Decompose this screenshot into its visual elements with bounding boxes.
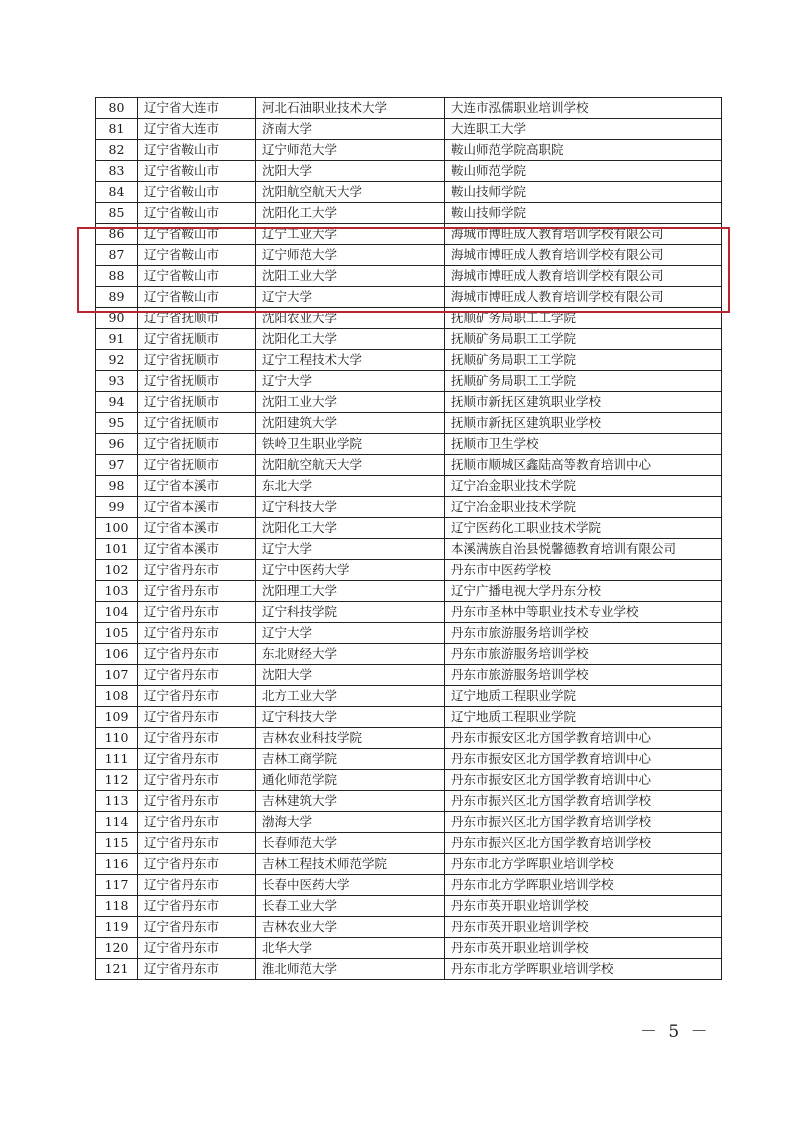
site-cell: 辽宁冶金职业技术学院 <box>445 497 722 518</box>
row-number-cell: 80 <box>96 98 138 119</box>
table-row <box>96 686 722 707</box>
row-number-cell: 95 <box>96 413 138 434</box>
site-cell: 抚顺市卫生学校 <box>445 434 722 455</box>
site-cell: 抚顺市新抚区建筑职业学校 <box>445 413 722 434</box>
university-cell: 辽宁师范大学 <box>256 140 445 161</box>
region-cell: 辽宁省本溪市 <box>138 476 256 497</box>
university-cell: 沈阳航空航天大学 <box>256 455 445 476</box>
site-cell: 海城市博旺成人教育培训学校有限公司 <box>445 245 722 266</box>
row-number-cell: 88 <box>96 266 138 287</box>
region-cell: 辽宁省本溪市 <box>138 497 256 518</box>
site-cell: 丹东市振兴区北方国学教育培训学校 <box>445 791 722 812</box>
table-row <box>96 791 722 812</box>
site-cell: 抚顺矿务局职工工学院 <box>445 308 722 329</box>
region-cell: 辽宁省抚顺市 <box>138 308 256 329</box>
region-cell: 辽宁省抚顺市 <box>138 413 256 434</box>
university-cell: 辽宁科技学院 <box>256 602 445 623</box>
row-number-cell: 114 <box>96 812 138 833</box>
row-number-cell: 99 <box>96 497 138 518</box>
region-cell: 辽宁省丹东市 <box>138 749 256 770</box>
university-cell: 通化师范学院 <box>256 770 445 791</box>
site-cell: 丹东市北方学晖职业培训学校 <box>445 875 722 896</box>
table-row <box>96 287 722 308</box>
table-row <box>96 644 722 665</box>
table-row <box>96 896 722 917</box>
site-cell: 丹东市振安区北方国学教育培训中心 <box>445 728 722 749</box>
row-number-cell: 117 <box>96 875 138 896</box>
region-cell: 辽宁省丹东市 <box>138 938 256 959</box>
row-number-cell: 104 <box>96 602 138 623</box>
region-cell: 辽宁省丹东市 <box>138 623 256 644</box>
university-cell: 辽宁中医药大学 <box>256 560 445 581</box>
site-cell: 抚顺市顺城区鑫陆高等教育培训中心 <box>445 455 722 476</box>
region-cell: 辽宁省鞍山市 <box>138 224 256 245</box>
region-cell: 辽宁省大连市 <box>138 98 256 119</box>
university-cell: 辽宁工业大学 <box>256 224 445 245</box>
site-cell: 鞍山师范学院高职院 <box>445 140 722 161</box>
site-cell: 海城市博旺成人教育培训学校有限公司 <box>445 224 722 245</box>
region-cell: 辽宁省丹东市 <box>138 812 256 833</box>
row-number-cell: 98 <box>96 476 138 497</box>
site-cell: 海城市博旺成人教育培训学校有限公司 <box>445 287 722 308</box>
site-cell: 抚顺矿务局职工工学院 <box>445 371 722 392</box>
region-cell: 辽宁省丹东市 <box>138 770 256 791</box>
university-cell: 沈阳建筑大学 <box>256 413 445 434</box>
table-row <box>96 497 722 518</box>
region-cell: 辽宁省丹东市 <box>138 686 256 707</box>
table-row <box>96 350 722 371</box>
university-cell: 铁岭卫生职业学院 <box>256 434 445 455</box>
university-cell: 辽宁大学 <box>256 371 445 392</box>
site-cell: 抚顺市新抚区建筑职业学校 <box>445 392 722 413</box>
table-row <box>96 245 722 266</box>
university-cell: 辽宁大学 <box>256 539 445 560</box>
university-cell: 沈阳大学 <box>256 161 445 182</box>
university-cell: 河北石油职业技术大学 <box>256 98 445 119</box>
table-row <box>96 329 722 350</box>
row-number-cell: 120 <box>96 938 138 959</box>
table-row <box>96 854 722 875</box>
row-number-cell: 97 <box>96 455 138 476</box>
site-cell: 丹东市振安区北方国学教育培训中心 <box>445 749 722 770</box>
site-cell: 辽宁冶金职业技术学院 <box>445 476 722 497</box>
region-cell: 辽宁省大连市 <box>138 119 256 140</box>
table-row <box>96 308 722 329</box>
table-body <box>96 98 722 980</box>
page-number: － 5 － <box>640 1022 711 1042</box>
region-cell: 辽宁省鞍山市 <box>138 245 256 266</box>
table-row <box>96 707 722 728</box>
region-cell: 辽宁省抚顺市 <box>138 371 256 392</box>
site-cell: 丹东市振兴区北方国学教育培训学校 <box>445 833 722 854</box>
table-row <box>96 812 722 833</box>
university-cell: 辽宁科技大学 <box>256 707 445 728</box>
region-cell: 辽宁省抚顺市 <box>138 392 256 413</box>
university-cell: 沈阳化工大学 <box>256 329 445 350</box>
university-cell: 北华大学 <box>256 938 445 959</box>
site-cell: 丹东市英开职业培训学校 <box>445 938 722 959</box>
university-cell: 北方工业大学 <box>256 686 445 707</box>
university-cell: 沈阳化工大学 <box>256 203 445 224</box>
region-cell: 辽宁省丹东市 <box>138 875 256 896</box>
row-number-cell: 93 <box>96 371 138 392</box>
university-cell: 吉林农业科技学院 <box>256 728 445 749</box>
row-number-cell: 108 <box>96 686 138 707</box>
university-cell: 辽宁大学 <box>256 287 445 308</box>
row-number-cell: 116 <box>96 854 138 875</box>
table-row <box>96 161 722 182</box>
table-row <box>96 623 722 644</box>
university-cell: 沈阳工业大学 <box>256 266 445 287</box>
table-row <box>96 98 722 119</box>
university-cell: 沈阳工业大学 <box>256 392 445 413</box>
university-cell: 长春工业大学 <box>256 896 445 917</box>
university-cell: 沈阳化工大学 <box>256 518 445 539</box>
row-number-cell: 103 <box>96 581 138 602</box>
region-cell: 辽宁省鞍山市 <box>138 203 256 224</box>
site-cell: 鞍山技师学院 <box>445 182 722 203</box>
university-cell: 沈阳理工大学 <box>256 581 445 602</box>
site-cell: 丹东市旅游服务培训学校 <box>445 644 722 665</box>
site-cell: 辽宁医药化工职业技术学院 <box>445 518 722 539</box>
row-number-cell: 85 <box>96 203 138 224</box>
row-number-cell: 92 <box>96 350 138 371</box>
table-row <box>96 917 722 938</box>
table-row <box>96 140 722 161</box>
region-cell: 辽宁省丹东市 <box>138 791 256 812</box>
site-cell: 丹东市旅游服务培训学校 <box>445 623 722 644</box>
site-cell: 丹东市中医药学校 <box>445 560 722 581</box>
university-cell: 淮北师范大学 <box>256 959 445 980</box>
row-number-cell: 113 <box>96 791 138 812</box>
region-cell: 辽宁省鞍山市 <box>138 266 256 287</box>
region-cell: 辽宁省鞍山市 <box>138 287 256 308</box>
region-cell: 辽宁省抚顺市 <box>138 434 256 455</box>
row-number-cell: 121 <box>96 959 138 980</box>
university-cell: 辽宁科技大学 <box>256 497 445 518</box>
region-cell: 辽宁省丹东市 <box>138 917 256 938</box>
row-number-cell: 106 <box>96 644 138 665</box>
site-cell: 海城市博旺成人教育培训学校有限公司 <box>445 266 722 287</box>
row-number-cell: 82 <box>96 140 138 161</box>
row-number-cell: 110 <box>96 728 138 749</box>
table-row <box>96 770 722 791</box>
site-cell: 丹东市振安区北方国学教育培训中心 <box>445 770 722 791</box>
table-row <box>96 203 722 224</box>
row-number-cell: 84 <box>96 182 138 203</box>
region-cell: 辽宁省抚顺市 <box>138 350 256 371</box>
table-row <box>96 518 722 539</box>
row-number-cell: 111 <box>96 749 138 770</box>
site-cell: 大连市泓儒职业培训学校 <box>445 98 722 119</box>
table-row <box>96 665 722 686</box>
row-number-cell: 91 <box>96 329 138 350</box>
site-cell: 辽宁地质工程职业学院 <box>445 707 722 728</box>
region-cell: 辽宁省丹东市 <box>138 833 256 854</box>
region-cell: 辽宁省本溪市 <box>138 539 256 560</box>
university-cell: 辽宁师范大学 <box>256 245 445 266</box>
institution-table <box>95 97 722 980</box>
row-number-cell: 112 <box>96 770 138 791</box>
university-cell: 沈阳大学 <box>256 665 445 686</box>
region-cell: 辽宁省鞍山市 <box>138 182 256 203</box>
row-number-cell: 94 <box>96 392 138 413</box>
table-row <box>96 434 722 455</box>
table-row <box>96 476 722 497</box>
row-number-cell: 86 <box>96 224 138 245</box>
university-cell: 吉林建筑大学 <box>256 791 445 812</box>
table-row <box>96 392 722 413</box>
site-cell: 辽宁地质工程职业学院 <box>445 686 722 707</box>
row-number-cell: 83 <box>96 161 138 182</box>
table-row <box>96 539 722 560</box>
region-cell: 辽宁省丹东市 <box>138 728 256 749</box>
site-cell: 丹东市英开职业培训学校 <box>445 896 722 917</box>
table-row <box>96 938 722 959</box>
site-cell: 丹东市圣林中等职业技术专业学校 <box>445 602 722 623</box>
table-row <box>96 749 722 770</box>
table-row <box>96 602 722 623</box>
row-number-cell: 105 <box>96 623 138 644</box>
table-row <box>96 182 722 203</box>
region-cell: 辽宁省抚顺市 <box>138 455 256 476</box>
university-cell: 辽宁工程技术大学 <box>256 350 445 371</box>
region-cell: 辽宁省丹东市 <box>138 665 256 686</box>
site-cell: 丹东市英开职业培训学校 <box>445 917 722 938</box>
table-row <box>96 224 722 245</box>
university-cell: 济南大学 <box>256 119 445 140</box>
row-number-cell: 119 <box>96 917 138 938</box>
university-cell: 东北财经大学 <box>256 644 445 665</box>
row-number-cell: 87 <box>96 245 138 266</box>
row-number-cell: 102 <box>96 560 138 581</box>
university-cell: 沈阳航空航天大学 <box>256 182 445 203</box>
region-cell: 辽宁省本溪市 <box>138 518 256 539</box>
university-cell: 长春中医药大学 <box>256 875 445 896</box>
row-number-cell: 115 <box>96 833 138 854</box>
site-cell: 抚顺矿务局职工工学院 <box>445 350 722 371</box>
region-cell: 辽宁省丹东市 <box>138 959 256 980</box>
table-row <box>96 455 722 476</box>
table-row <box>96 266 722 287</box>
table-row <box>96 581 722 602</box>
university-cell: 沈阳农业大学 <box>256 308 445 329</box>
row-number-cell: 89 <box>96 287 138 308</box>
table-row <box>96 371 722 392</box>
region-cell: 辽宁省丹东市 <box>138 581 256 602</box>
university-cell: 东北大学 <box>256 476 445 497</box>
site-cell: 鞍山技师学院 <box>445 203 722 224</box>
row-number-cell: 90 <box>96 308 138 329</box>
row-number-cell: 96 <box>96 434 138 455</box>
region-cell: 辽宁省鞍山市 <box>138 161 256 182</box>
table-row <box>96 119 722 140</box>
site-cell: 丹东市北方学晖职业培训学校 <box>445 959 722 980</box>
site-cell: 丹东市振兴区北方国学教育培训学校 <box>445 812 722 833</box>
university-cell: 吉林农业大学 <box>256 917 445 938</box>
site-cell: 丹东市旅游服务培训学校 <box>445 665 722 686</box>
table-row <box>96 875 722 896</box>
row-number-cell: 118 <box>96 896 138 917</box>
region-cell: 辽宁省丹东市 <box>138 560 256 581</box>
university-cell: 渤海大学 <box>256 812 445 833</box>
site-cell: 本溪满族自治县悦馨德教育培训有限公司 <box>445 539 722 560</box>
university-cell: 辽宁大学 <box>256 623 445 644</box>
row-number-cell: 100 <box>96 518 138 539</box>
table-row <box>96 413 722 434</box>
site-cell: 辽宁广播电视大学丹东分校 <box>445 581 722 602</box>
region-cell: 辽宁省丹东市 <box>138 854 256 875</box>
region-cell: 辽宁省鞍山市 <box>138 140 256 161</box>
row-number-cell: 107 <box>96 665 138 686</box>
table-row <box>96 833 722 854</box>
row-number-cell: 109 <box>96 707 138 728</box>
region-cell: 辽宁省丹东市 <box>138 644 256 665</box>
site-cell: 抚顺矿务局职工工学院 <box>445 329 722 350</box>
university-cell: 吉林工程技术师范学院 <box>256 854 445 875</box>
region-cell: 辽宁省丹东市 <box>138 896 256 917</box>
table-row <box>96 728 722 749</box>
site-cell: 鞍山师范学院 <box>445 161 722 182</box>
row-number-cell: 81 <box>96 119 138 140</box>
region-cell: 辽宁省丹东市 <box>138 602 256 623</box>
row-number-cell: 101 <box>96 539 138 560</box>
region-cell: 辽宁省丹东市 <box>138 707 256 728</box>
table-row <box>96 959 722 980</box>
site-cell: 丹东市北方学晖职业培训学校 <box>445 854 722 875</box>
university-cell: 吉林工商学院 <box>256 749 445 770</box>
table-row <box>96 560 722 581</box>
site-cell: 大连职工大学 <box>445 119 722 140</box>
region-cell: 辽宁省抚顺市 <box>138 329 256 350</box>
university-cell: 长春师范大学 <box>256 833 445 854</box>
